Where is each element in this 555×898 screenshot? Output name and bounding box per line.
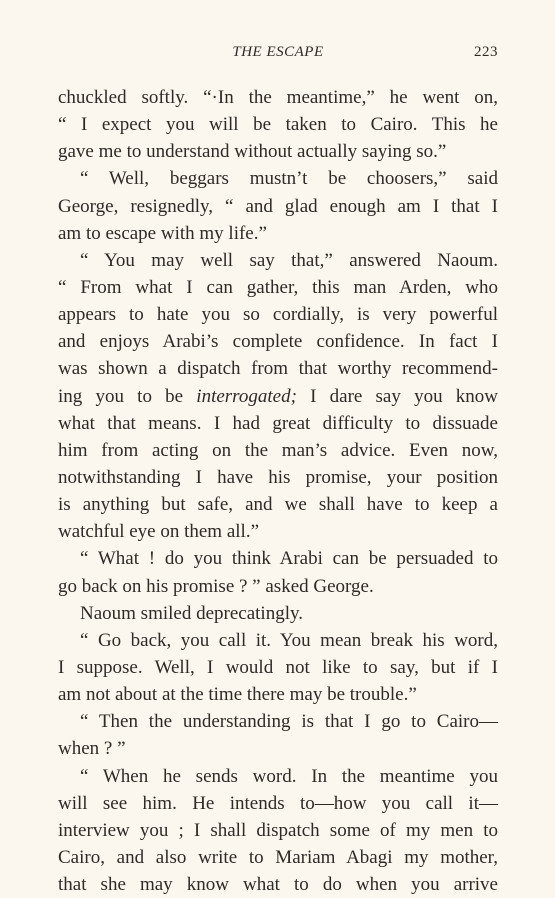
text-line: was shown a dispatch from that worthy recommend- <box>58 358 498 380</box>
text-line: gave me to understand without actually saying so.” <box>58 141 447 163</box>
text-line: interview you ; I shall dispatch some of my men to <box>58 819 498 841</box>
text-line: am not about at the time there may be trouble.” <box>58 684 417 706</box>
text-line: “ You may well say that,” answered Naoum. <box>80 249 498 271</box>
text-line: notwithstanding I have his promise, your position <box>58 466 498 488</box>
text-line: “ Well, beggars mustn’t be choosers,” said <box>80 168 498 190</box>
text-line: “ From what I can gather, this man Arden, who <box>58 276 498 298</box>
text-line: “ Then the understanding is that I go to Cairo— <box>80 711 498 733</box>
text-line: will see him. He intends to—how you call it— <box>58 792 498 814</box>
page-number: 223 <box>474 44 498 60</box>
text-line: “ I expect you will be taken to Cairo. This he <box>58 114 498 136</box>
text-line: when ? ” <box>58 738 126 760</box>
text-segment: I dare say you know <box>296 385 498 407</box>
text-line: I suppose. Well, I would not like to say, but if I <box>58 656 498 678</box>
text-line: chuckled softly. “·In the meantime,” he went on, <box>58 87 498 108</box>
text-line: him from acting on the man’s advice. Even now, <box>58 439 498 461</box>
text-line: what that means. I had great difficulty to dissuade <box>58 412 498 434</box>
text-line: “ What ! do you think Arabi can be persuaded to <box>80 548 498 570</box>
running-title: THE ESCAPE <box>232 44 324 60</box>
body-text <box>58 84 498 898</box>
text-line: George, resignedly, “ and glad enough am I that I <box>58 195 498 217</box>
text-line: am to escape with my life.” <box>58 222 267 244</box>
text-line: Naoum smiled deprecatingly. <box>80 602 304 624</box>
text-line: “ Go back, you call it. You mean break his word, <box>80 629 498 651</box>
text-line: Cairo, and also write to Mariam Abagi my mother, <box>58 846 498 868</box>
italic-word: interrogated; <box>196 385 297 407</box>
text-line: is anything but safe, and we shall have to keep a <box>58 494 498 516</box>
text-line <box>58 383 498 410</box>
text-line: and enjoys Arabi’s complete confidence. In fact I <box>58 331 498 353</box>
text-line: that she may know what to do when you arrive <box>58 874 498 896</box>
text-line: “ When he sends word. In the meantime you <box>80 765 498 787</box>
text-line: appears to hate you so cordially, is very powerful <box>58 304 498 326</box>
running-head <box>58 44 498 64</box>
text-line: watchful eye on them all.” <box>58 521 260 543</box>
text-line: go back on his promise ? ” asked George. <box>58 575 374 597</box>
text-segment: ing you to be <box>58 385 197 407</box>
